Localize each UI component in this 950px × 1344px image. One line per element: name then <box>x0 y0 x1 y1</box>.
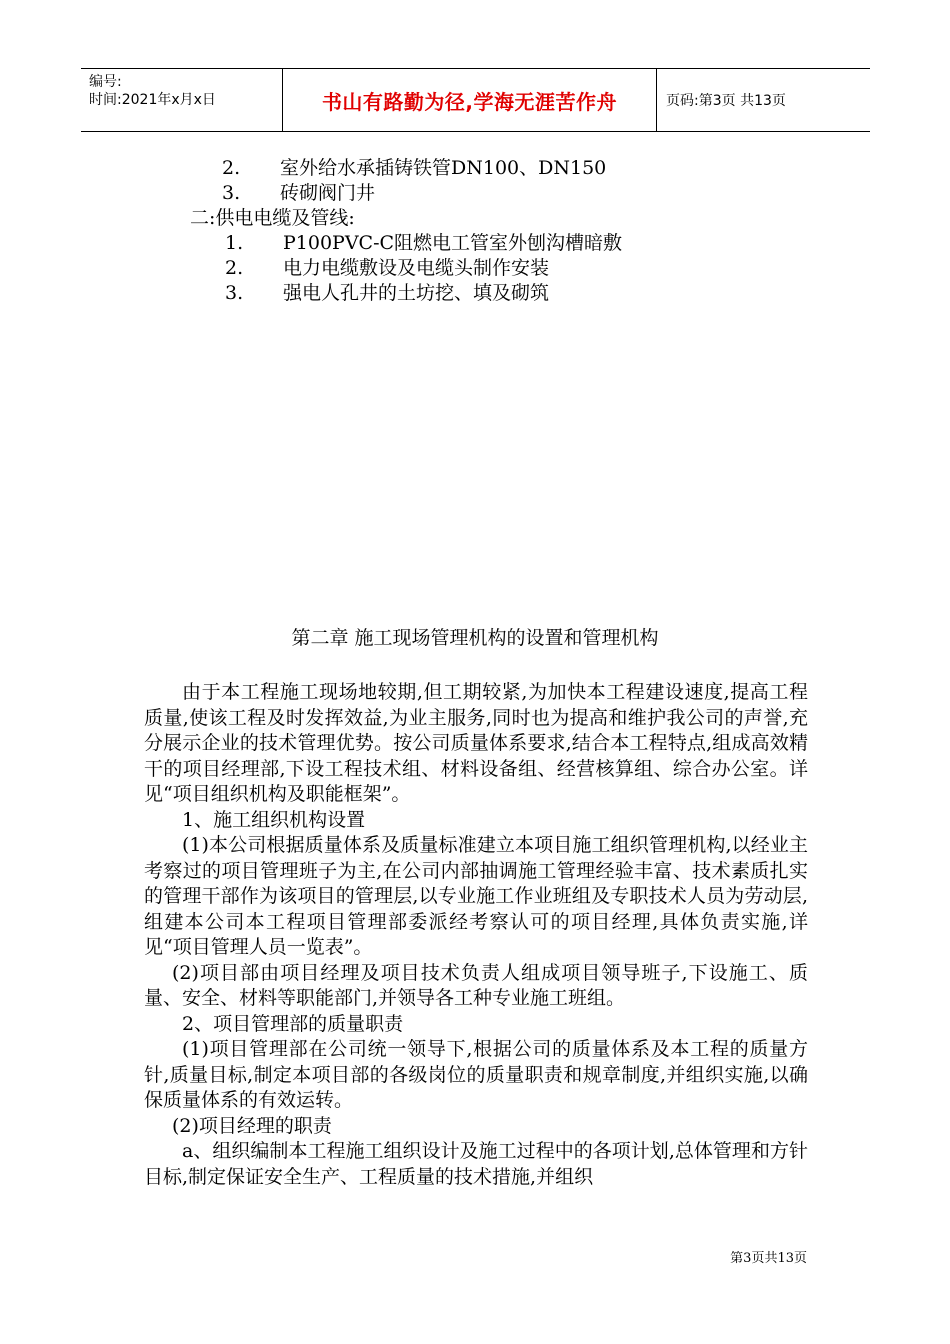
paragraph: (1)项目管理部在公司统一领导下,根据公司的质量体系及本工程的质量方针,质量目标,制定本项目部的各级岗位的质量职责和规章制度,并组织实施,以确保质量体系的有效运转。 <box>144 1038 808 1111</box>
list-number: 2. <box>225 257 244 279</box>
body-text <box>144 680 808 1190</box>
header-page-cell <box>656 69 870 131</box>
list-text: 电力电缆敷设及电缆头制作安装 <box>283 257 550 279</box>
paragraph: (2)项目部由项目经理及项目技术负责人组成项目领导班子,下设施工、质量、安全、材料等职能部门,并领导各工种专业施工班组。 <box>144 961 808 1009</box>
list-item <box>225 231 622 255</box>
list-text: P100PVC-C阻燃电工管室外刨沟槽暗敷 <box>283 232 623 254</box>
paragraph: 由于本工程施工现场地较期,但工期较紧,为加快本工程建设速度,提高工程质量,使该工程及时发挥效益,为业主服务,同时也为提高和维护我公司的声誉,充分展示企业的技术管理优势。按公司质量体系要求,结合本工程特点,组成高效精干的项目经理部,下设工程技术组、材料设备组、经营核算组、综合办公室。详见“项目组织机构及职能框架”。 <box>144 681 808 805</box>
paragraph: a、组织编制本工程施工组织设计及施工过程中的各项计划,总体管理和方针目标,制定保证安全生产、工程质量的技术措施,并组织 <box>144 1140 808 1188</box>
list-number: 2. <box>222 157 241 179</box>
list-item <box>225 256 549 280</box>
list-text: 砖砌阀门井 <box>280 182 376 204</box>
list-item <box>222 156 606 180</box>
list-number: 3. <box>222 182 241 204</box>
paragraph: (1)本公司根据质量体系及质量标准建立本项目施工组织管理机构,以经业主考察过的项目管理班子为主,在公司内部抽调施工管理经验丰富、技术素质扎实的管理干部作为该项目的管理层,以专业施工作业班组及专职技术人员为劳动层,组建本公司本工程项目管理部委派经考察认可的项目经理,具体负责实施,详见“项目管理人员一览表”。 <box>144 834 808 958</box>
doc-number-label: 编号: <box>89 74 122 90</box>
header-motto: 书山有路勤为径,学海无涯苦作舟 <box>321 89 618 114</box>
chapter-title: 第二章 施工现场管理机构的设置和管理机构 <box>291 627 659 649</box>
page-header <box>81 68 870 132</box>
list-item <box>222 181 375 205</box>
list-text: 室外给水承插铸铁管DN100、DN150 <box>280 157 607 179</box>
header-page-label: 页码:第3页 共13页 <box>666 93 786 109</box>
list-text: 强电人孔井的土坊挖、填及砌筑 <box>283 282 550 304</box>
header-motto-cell <box>282 69 657 131</box>
list-number: 1. <box>225 232 244 254</box>
page-footer: 第3页共13页 <box>730 1251 807 1266</box>
doc-time-label: 时间:2021年x月x日 <box>89 92 216 108</box>
subheading: 1、施工组织机构设置 <box>182 808 366 831</box>
list-number: 3. <box>225 282 244 304</box>
subheading: (2)项目经理的职责 <box>172 1114 332 1137</box>
list-item <box>225 281 549 305</box>
subheading: 2、项目管理部的质量职责 <box>182 1012 404 1035</box>
section-heading: 二:供电电缆及管线: <box>190 207 355 229</box>
header-meta <box>81 69 282 131</box>
